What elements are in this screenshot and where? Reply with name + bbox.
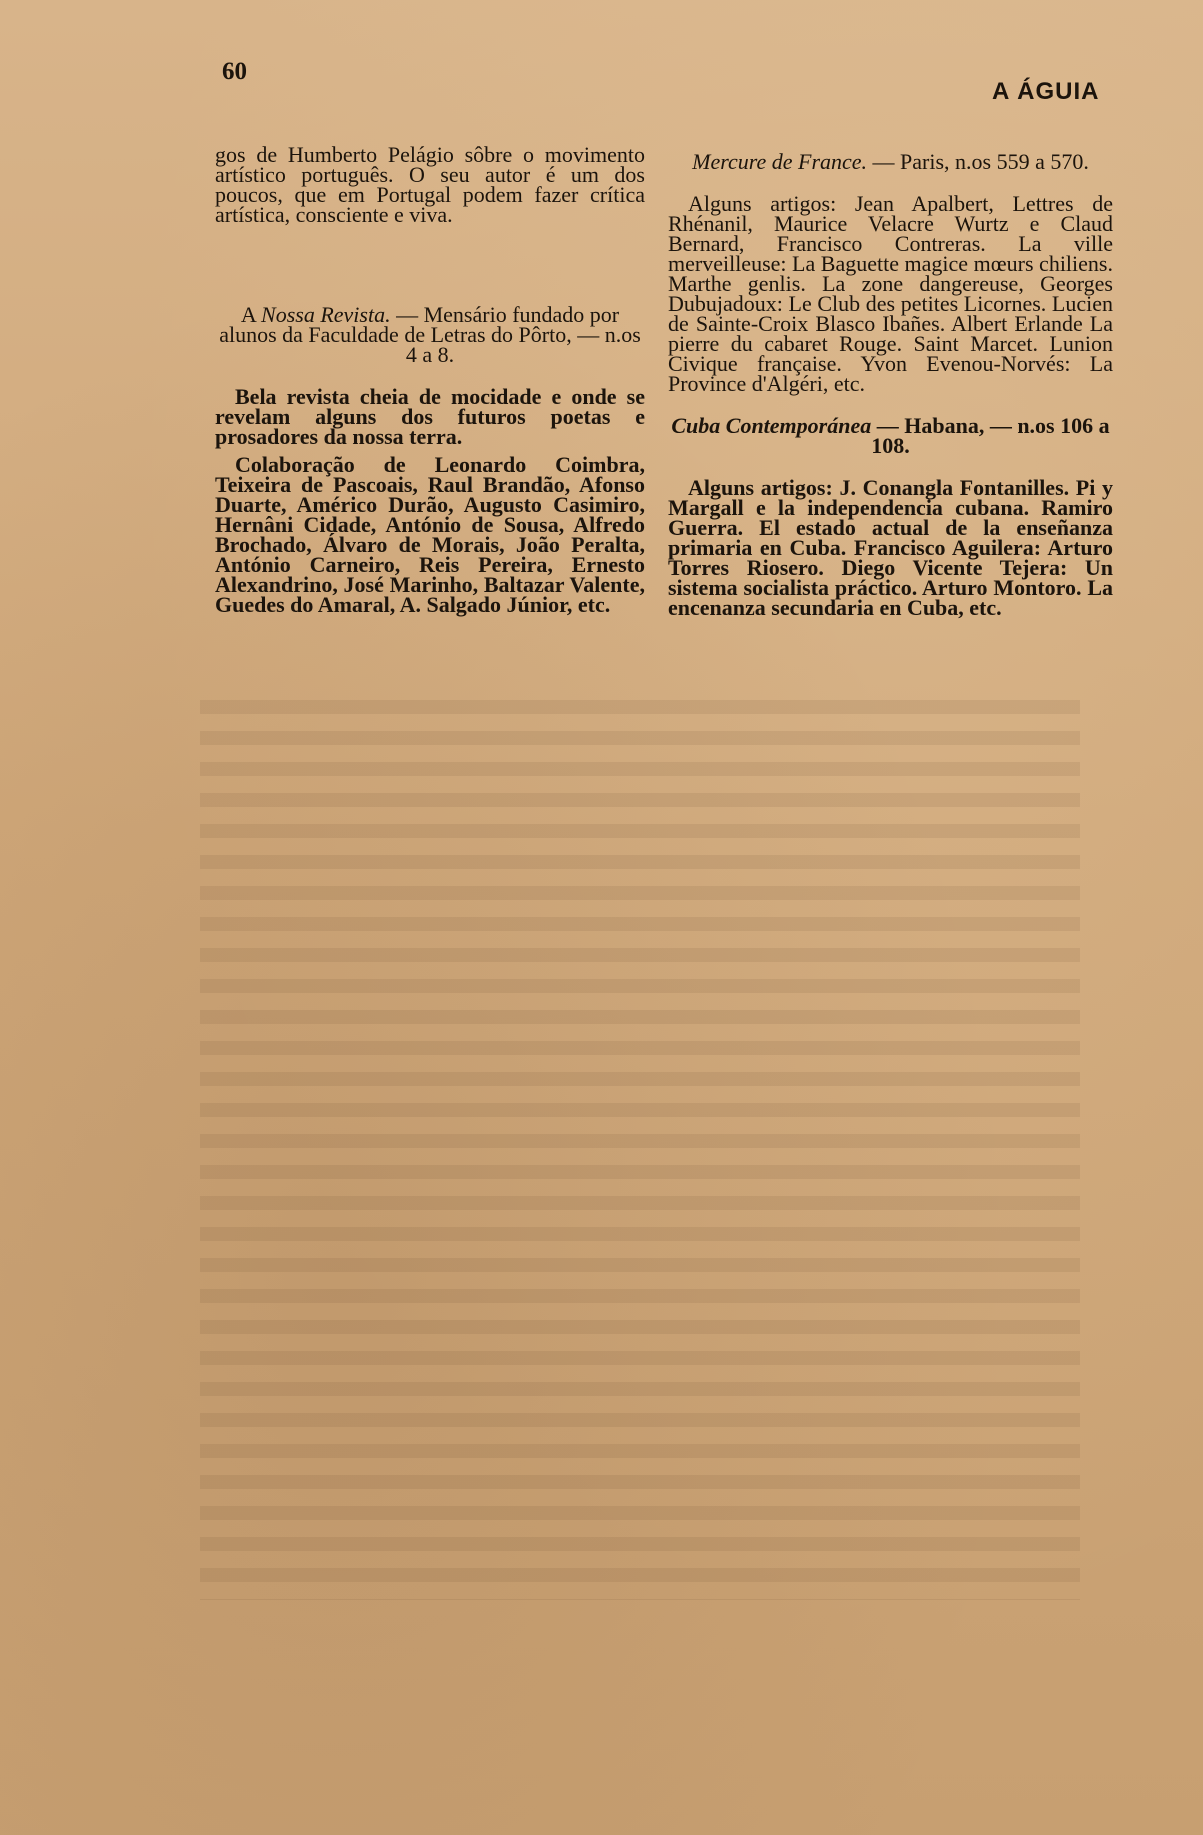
entry-details: — Mensário fundado por alunos da Faculdade de Letras do Pôrto, — n.os 4 a 8. — [219, 302, 641, 367]
nossa-revista-collaborators: Colaboração de Leonardo Coimbra, Teixeira de Pascoais, Raul Brandão, Afonso Duarte, Américo Durão, Augusto Casimiro, Hernâni Cidade, António de Sousa, Alfredo Brochado, Álvaro de Morais, João Peralta, António Carneiro, Reis Pereira, Ernesto Alexandrino, José Marinho, Baltazar Valente, Guedes do Amaral, A. Salgado Júnior, etc. — [215, 452, 645, 617]
entry-title: Nossa Revista. — [261, 302, 391, 327]
entry-title: Mercure de France. — [692, 149, 868, 174]
entry-details: — Habana, — n.os 106 a 108. — [871, 413, 1110, 458]
right-column — [668, 149, 1113, 620]
entry-prefix: A — [240, 302, 256, 327]
nossa-revista-description: Bela revista cheia de mocidade e onde se revelam alguns dos futuros poetas e prosadores da nossa terra. — [215, 384, 645, 449]
bleed-through-texture — [200, 700, 1080, 1600]
intro-paragraph: gos de Humberto Pelágio sôbre o movimento artístico português. O seu autor é um dos poucos, que em Portugal podem fazer crítica artística, consciente e viva. — [215, 142, 645, 227]
entry-title: Cuba Contemporánea — [671, 413, 872, 438]
cuba-entry — [668, 413, 1113, 458]
mercure-entry — [668, 149, 1113, 174]
mercure-articles: Alguns artigos: Jean Apalbert, Lettres de Rhénanil, Maurice Velacre Wurtz e Claud Bernard, Francisco Contreras. La ville merveilleuse: La Baguette magice mœurs chiliens. Marthe genlis. La zone dangereuse, Georges Dubujadoux: Le Club des petites Licornes. Lucien de Sainte-Croix Blasco Ibañes. Albert Erlande La pierre du cabaret Rouge. Saint Marcet. Lunion Civique française. Yvon Evenou-Norvés: La Province d'Algéri, etc. — [668, 191, 1113, 396]
page-number: 60 — [222, 58, 247, 85]
left-column — [215, 142, 645, 617]
cuba-articles: Alguns artigos: J. Conangla Fontanilles. Pi y Margall e la independencia cubana. Ramiro Guerra. El estado actual de la enseñanza primaria en Cuba. Francisco Aguilera: Arturo Torres Riosero. Diego Vicente Tejera: Un sistema socialista práctico. Arturo Montoro. La encenanza secundaria en Cuba, etc. — [668, 475, 1113, 620]
running-head: A ÁGUIA — [992, 78, 1100, 105]
nossa-revista-entry — [215, 302, 645, 367]
entry-details: — Paris, n.os 559 a 570. — [872, 149, 1089, 174]
